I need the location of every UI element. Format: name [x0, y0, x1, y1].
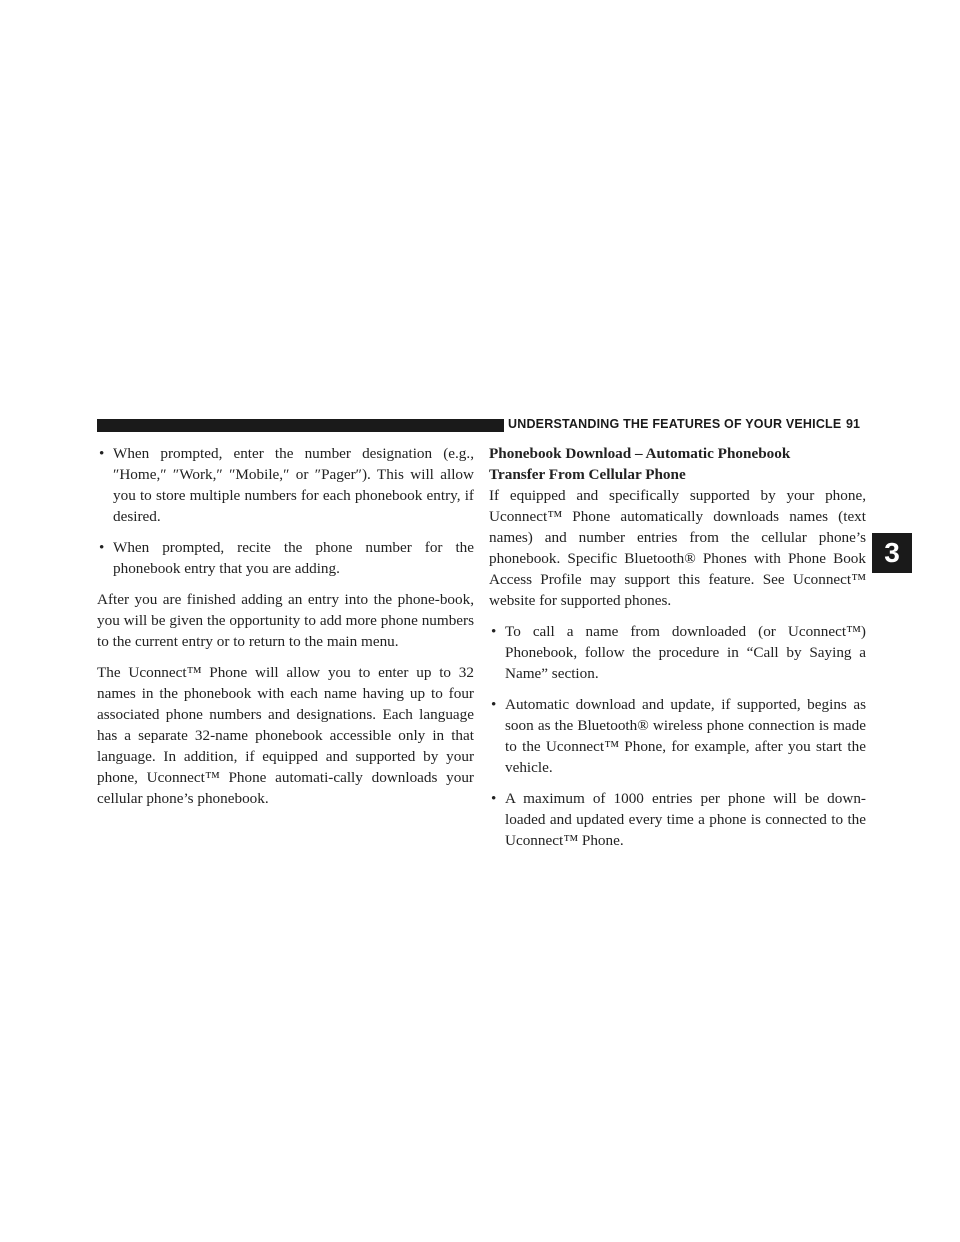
section-heading-line: Transfer From Cellular Phone	[489, 466, 686, 483]
body-paragraph: If equipped and specifically supported by your phone, Uconnect™ Phone automatically downloads names (text names) and number entries from the cellular phone’s phonebook. Specific Bluetooth® Phones with Phone Book Access Profile may support this feature. See Uconnect™ website for supported phones.	[489, 487, 866, 609]
section-heading-line: Phonebook Download – Automatic Phonebook	[489, 445, 791, 462]
bullet-icon: •	[99, 445, 105, 462]
right-column	[489, 443, 866, 861]
bullet-icon: •	[491, 623, 497, 640]
page-number: 91	[846, 417, 860, 431]
list-item-text: A maximum of 1000 entries per phone will be down-loaded and updated every time a phone is connected to the Uconnect™ Phone.	[505, 790, 866, 849]
bullet-icon: •	[491, 696, 497, 713]
list-item-text: When prompted, recite the phone number for the phonebook entry that you are adding.	[113, 539, 474, 577]
chapter-tab: 3	[872, 533, 912, 573]
bullet-icon: •	[491, 790, 497, 807]
list-item-text: Automatic download and update, if supported, begins as soon as the Bluetooth® wireless phone connection is made to the Uconnect™ Phone, for example, after you start the vehicle.	[505, 696, 866, 776]
left-column	[97, 443, 474, 819]
header-rule	[97, 419, 504, 432]
list-item	[489, 621, 866, 684]
list-item	[97, 537, 474, 579]
list-item-text: When prompted, enter the number designation (e.g., ″Home,″ ″Work,″ ″Mobile,″ or ″Pager″). This will allow you to store multiple numbers for each phonebook entry, if desired.	[113, 445, 474, 525]
bullet-icon: •	[99, 539, 105, 556]
section-heading	[489, 443, 866, 485]
list-item	[97, 443, 474, 527]
body-paragraph: The Uconnect™ Phone will allow you to enter up to 32 names in the phonebook with each name having up to four associated phone numbers and designations. Each language has a separate 32-name phonebook accessible only in that language. In addition, if equipped and supported by your phone, Uconnect™ Phone automati-cally downloads your cellular phone’s phonebook.	[97, 664, 474, 807]
list-item	[489, 788, 866, 851]
list-item-text: To call a name from downloaded (or Uconnect™) Phonebook, follow the procedure in “Call by Saying a Name” section.	[505, 623, 866, 682]
running-header-title: UNDERSTANDING THE FEATURES OF YOUR VEHICLE	[508, 417, 842, 431]
list-item	[489, 694, 866, 778]
body-paragraph: After you are finished adding an entry into the phone-book, you will be given the opportunity to add more phone numbers to the current entry or to return to the main menu.	[97, 591, 474, 650]
